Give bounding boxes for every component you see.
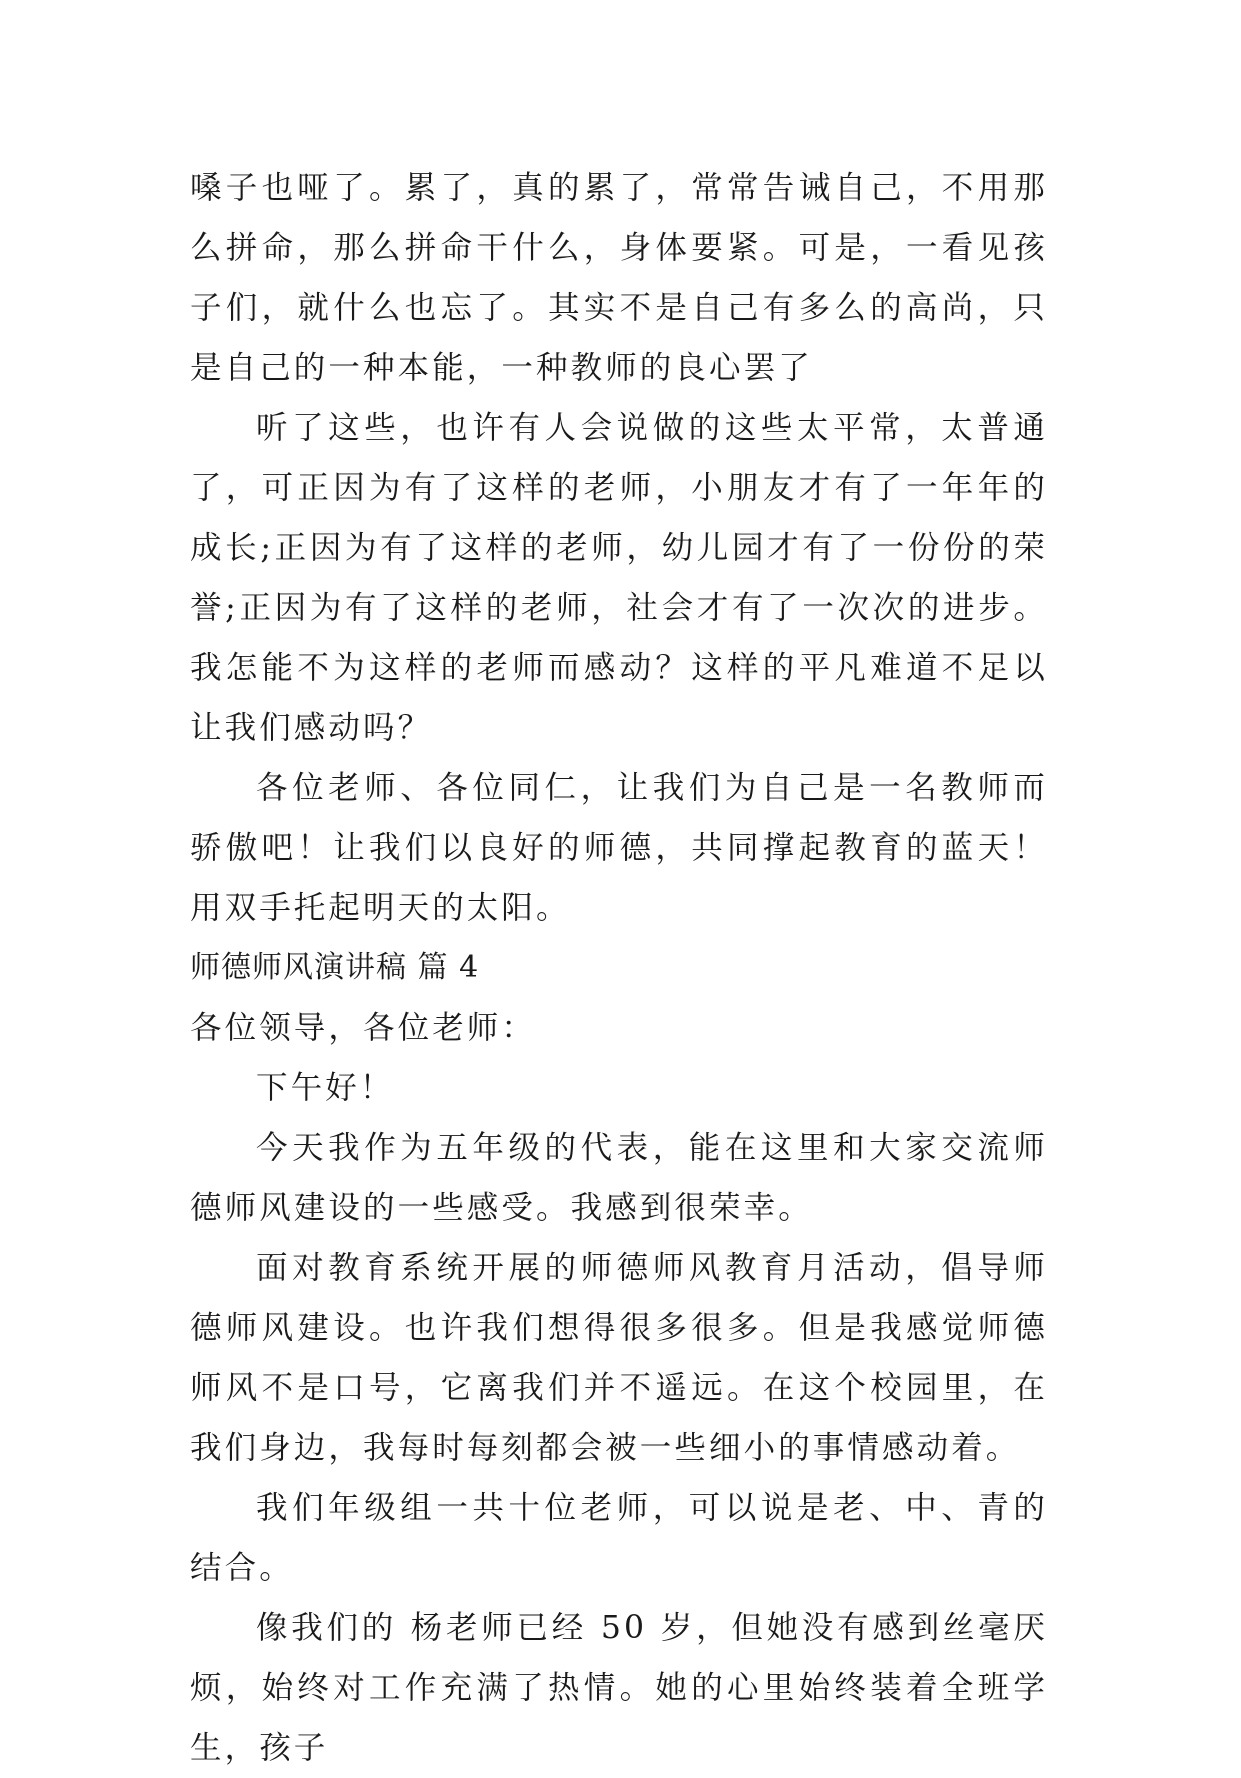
document-body <box>190 158 1048 1778</box>
paragraph: 各位老师、各位同仁，让我们为自己是一名教师而骄傲吧！让我们以良好的师德，共同撑起教育的蓝天！用双手托起明天的太阳。 <box>190 770 1048 926</box>
greeting: 下午好！ <box>256 1070 395 1106</box>
paragraph-continuation: 嗓子也哑了。累了，真的累了，常常告诫自己，不用那么拼命，那么拼命干什么，身体要紧。可是，一看见孩子们，就什么也忘了。其实不是自己有多么的高尚，只是自己的一种本能，一种教师的良心罢了 <box>190 170 1048 386</box>
paragraph: 听了这些，也许有人会说做的这些太平常，太普通了，可正因为有了这样的老师，小朋友才有了一年年的成长;正因为有了这样的老师，幼儿园才有了一份份的荣誉;正因为有了这样的老师，社会才有了一次次的进步。我怎能不为这样的老师而感动？这样的平凡难道不足以让我们感动吗？ <box>190 410 1048 746</box>
section-heading: 师德师风演讲稿 篇 4 <box>190 950 480 985</box>
salutation: 各位领导，各位老师： <box>190 1010 537 1046</box>
paragraph: 今天我作为五年级的代表，能在这里和大家交流师德师风建设的一些感受。我感到很荣幸。 <box>190 1130 1048 1226</box>
paragraph: 我们年级组一共十位老师，可以说是老、中、青的结合。 <box>190 1490 1048 1586</box>
paragraph: 面对教育系统开展的师德师风教育月活动，倡导师德师风建设。也许我们想得很多很多。但是我感觉师德师风不是口号，它离我们并不遥远。在这个校园里，在我们身边，我每时每刻都会被一些细小的事情感动着。 <box>190 1250 1048 1466</box>
paragraph: 像我们的 杨老师已经 50 岁，但她没有感到丝毫厌烦，始终对工作充满了热情。她的心里始终装着全班学生，孩子 <box>190 1610 1048 1766</box>
